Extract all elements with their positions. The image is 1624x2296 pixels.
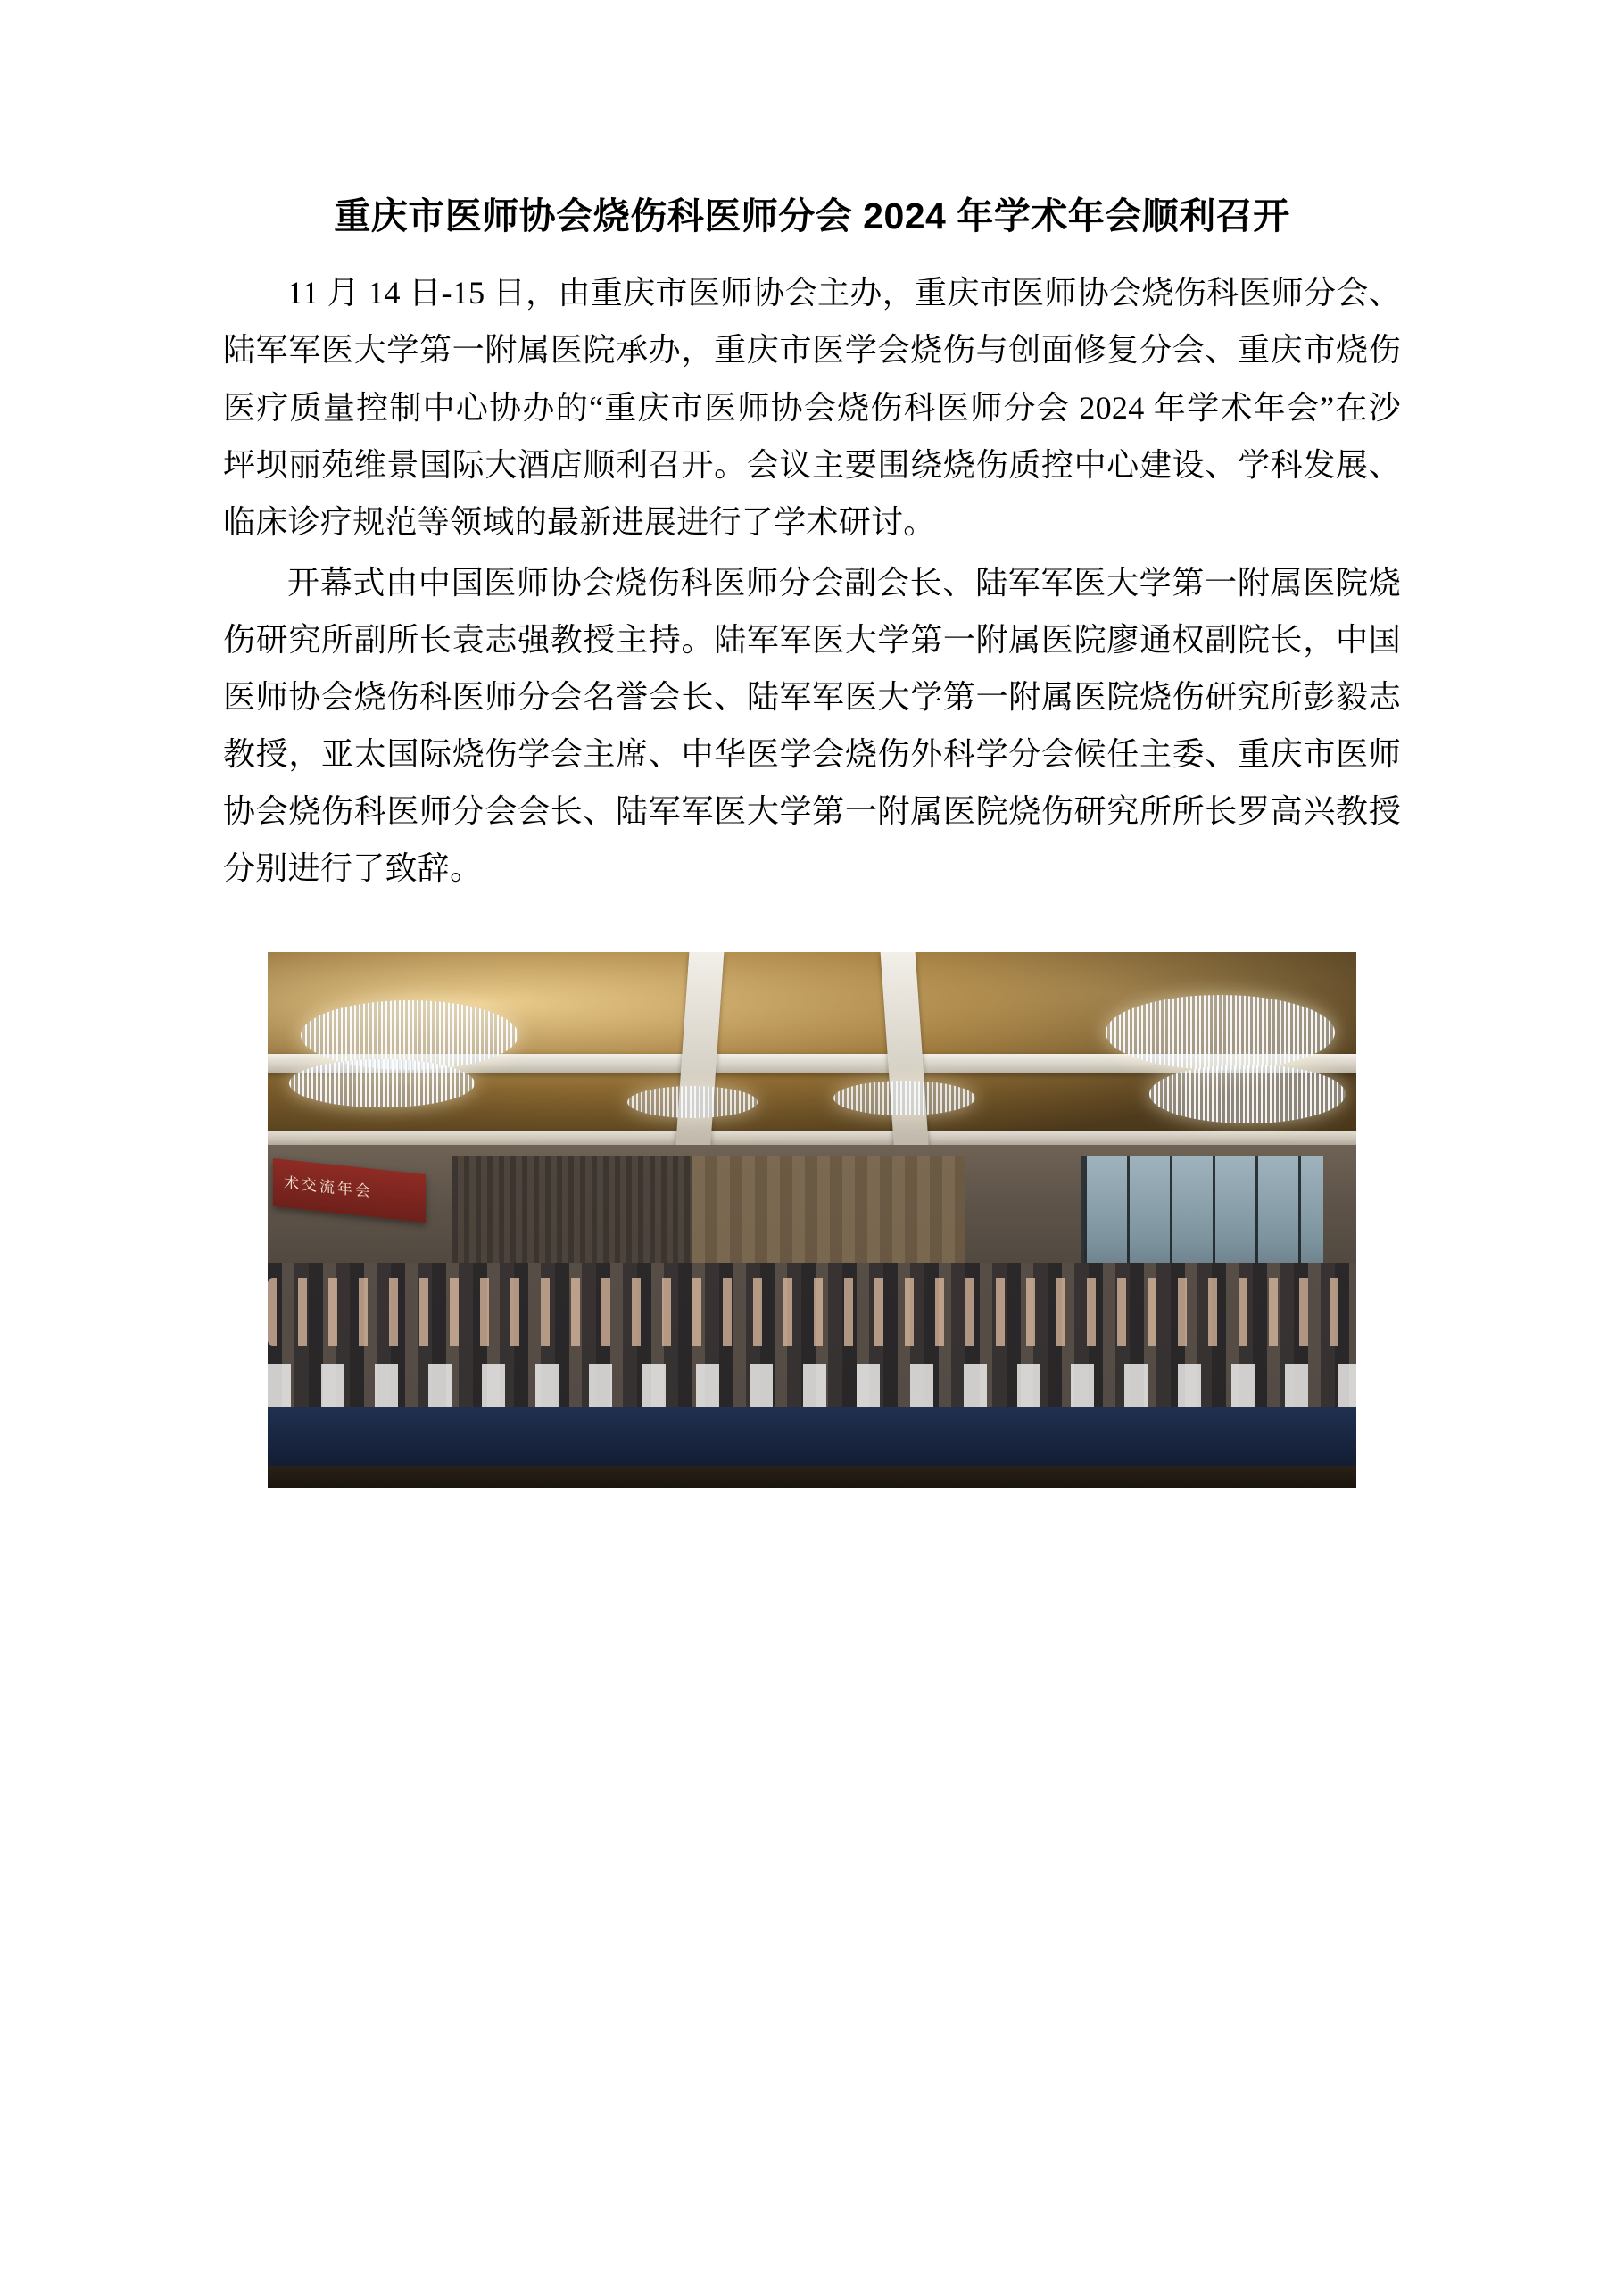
floor-region xyxy=(268,1466,1356,1488)
front-row-chairs xyxy=(268,1364,1356,1413)
figure-container xyxy=(223,952,1401,1488)
chandelier-icon xyxy=(1149,1065,1346,1123)
body-paragraph-2: 开幕式由中国医师协会烧伤科医师分会副会长、陆军军医大学第一附属医院烧伤研究所副所长袁志强教授主持。陆军军医大学第一附属医院廖通权副院长，中国医师协会烧伤科医师分会名誉会长、陆军军医大学第一附属医院烧伤研究所彭毅志教授，亚太国际烧伤学会主席、中华医学会烧伤外科学分会候任主委、重庆市医师协会烧伤科医师分会会长、陆军军医大学第一附属医院烧伤研究所所长罗高兴教授分别进行了致辞。 xyxy=(223,564,1401,887)
ceiling-beam-horizontal-lower xyxy=(268,1131,1356,1146)
page-title: 重庆市医师协会烧伤科医师分会 2024 年学术年会顺利召开 xyxy=(334,195,1290,236)
body-paragraph-1: 11 月 14 日-15 日，由重庆市医师协会主办，重庆市医师协会烧伤科医师分会、陆军军医大学第一附属医院承办，重庆市医学会烧伤与创面修复分会、重庆市烧伤医疗质量控制中心协办的“重庆市医师协会烧伤科医师分会 2024 年学术年会”在沙坪坝丽苑维景国际大酒店顺利召开。会议主要围绕烧伤质控中心建设、学科发展、临床诊疗规范等领域的最新进展进行了学术研讨。 xyxy=(223,275,1401,540)
event-banner-text: 术交流年会 xyxy=(284,1173,374,1201)
chandelier-icon xyxy=(1106,995,1334,1070)
chandelier-icon xyxy=(289,1059,474,1107)
chandelier-icon xyxy=(627,1086,758,1118)
conference-photo xyxy=(268,952,1356,1488)
chandelier-icon xyxy=(833,1081,975,1115)
